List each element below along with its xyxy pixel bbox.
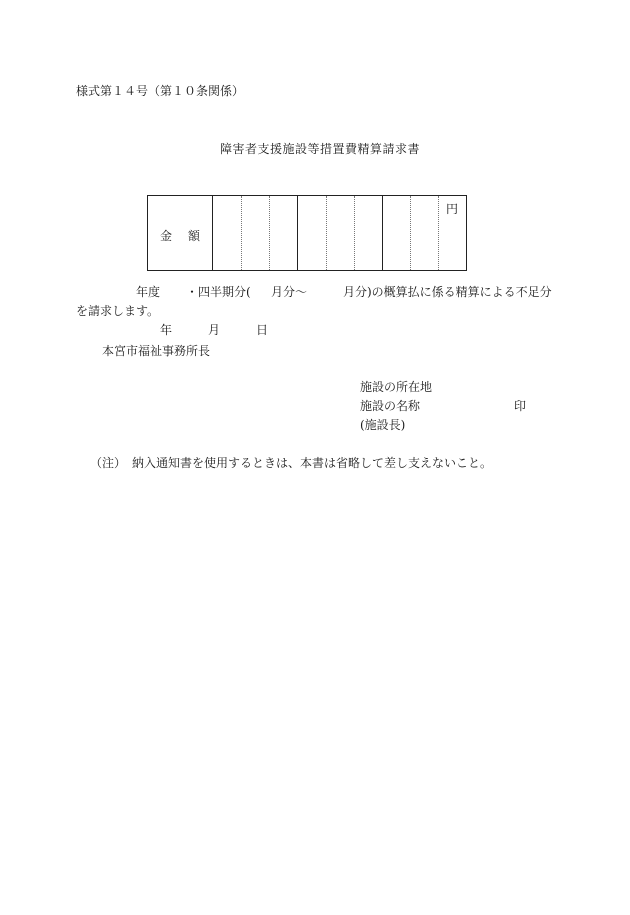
digit-group-divider — [297, 196, 298, 270]
facility-name-label: 施設の名称 — [360, 399, 421, 413]
digit-divider — [269, 196, 270, 270]
digit-divider — [438, 196, 439, 270]
digit-divider — [241, 196, 242, 270]
document-title: 障害者支援施設等措置費精算請求書 — [220, 142, 421, 156]
yen-unit: 円 — [445, 202, 458, 216]
digit-divider — [410, 196, 411, 270]
fiscal-year-text: 年度 — [136, 285, 161, 299]
facility-head-label: (施設長) — [360, 418, 406, 432]
addressee: 本宮市福祉事務所長 — [102, 344, 211, 358]
amount-label — [160, 227, 200, 244]
footnote: （注） 納入通知書を使用するときは、本書は省略して差し支えないこと。 — [90, 456, 493, 470]
amount-divider — [212, 196, 213, 270]
quarter-text: ・四半期分( — [186, 285, 251, 299]
date-month: 月 — [208, 323, 221, 337]
form-number: 様式第１４号（第１０条関係） — [76, 84, 245, 98]
amount-box — [147, 195, 467, 271]
month-to-text: 月分)の概算払に係る精算による不足分 — [343, 285, 552, 299]
amount-label-gaku: 額 — [188, 229, 201, 243]
date-day: 日 — [256, 323, 269, 337]
digit-divider — [354, 196, 355, 270]
seal-mark: 印 — [514, 399, 527, 413]
digit-group-divider — [382, 196, 383, 270]
digit-divider — [326, 196, 327, 270]
date-year: 年 — [160, 323, 173, 337]
request-line-2: を請求します。 — [76, 304, 160, 318]
month-from-text: 月分～ — [271, 285, 308, 299]
amount-label-kin: 金 — [160, 229, 173, 243]
facility-location-label: 施設の所在地 — [360, 380, 433, 394]
